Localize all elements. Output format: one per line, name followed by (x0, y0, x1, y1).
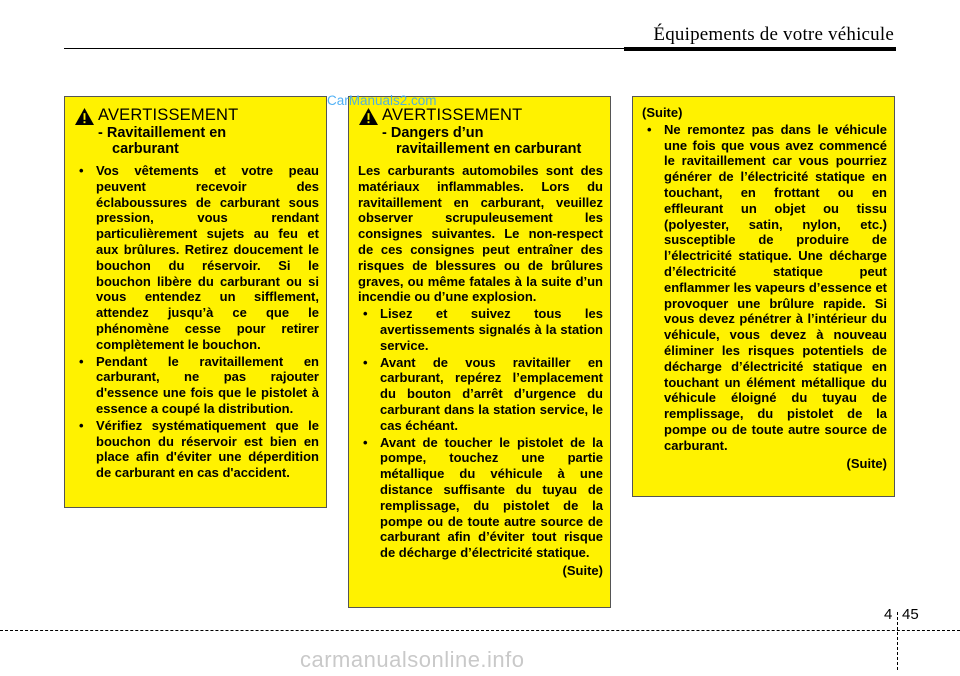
footer-separator (897, 612, 898, 670)
warning-subtitle (382, 125, 603, 157)
footer-watermark[interactable]: carmanualsonline.info (300, 647, 525, 672)
warning-subtitle (98, 125, 319, 157)
header-rule (64, 48, 624, 49)
list-item: • Vos vêtements et votre peau peuvent recevoir des éclaboussures de carburant sous pression, vous rendant particulièrement sujets au feu et aux brûlures. Retirez doucement le bouchon du réservoir. Si le bouchon libère du carburant ou si vous entendez un sifflement, attendez jusqu’à ce que le phénomène cesse pour retirer complètement le bouchon. (74, 163, 319, 353)
warning-word: AVERTISSEMENT (98, 106, 239, 124)
warning-box-refueling-dangers (348, 96, 611, 608)
warning-heading (358, 106, 603, 157)
header-rule-accent (624, 47, 896, 51)
footer-rule (0, 630, 960, 631)
list-item: • Ne remontez pas dans le véhicule une fois que vous avez commencé le ravitaillement car vous pourriez générer de l’électricité statique en touchant, en frottant ou en effleurant un objet ou tissu (polyester, satin, nylon, etc.) susceptible de produire de l’électricité statique. Une décharge d’électricité statique peut enflammer les vapeurs d’essence et provoquer une brûlure rapide. Si vous devez pénétrer à l’intérieur du véhicule, vous devez à nouveau éliminer les risques potentiels de décharge d’électricité statique en touchant un élément métallique du véhicule éloigné du tuyau de remplissage, du pistolet de la pompe ou de toute autre source de carburant. (642, 122, 887, 454)
chapter-number: 4 (884, 606, 893, 623)
warning-list (74, 163, 319, 481)
warning-subtitle-line: carburant (112, 141, 179, 157)
continued-label: (Suite) (846, 455, 887, 471)
warning-intro-paragraph: Les carburants automobiles sont des matériaux inflammables. Lors du ravitaillement en carburant, veuillez observer scrupuleusement les consignes suivantes. Le non-respect de ces consignes peut entraîner des risques de blessures ou de brûlures graves, ou même fatales à la suite d’un incendie ou d’une explosion. (358, 163, 603, 305)
continued-label: (Suite) (562, 562, 603, 578)
list-item: • Vérifiez systématiquement que le bouchon du réservoir est bien en place afin d'éviter une déperdition de carburant en cas d'accident. (74, 418, 319, 481)
list-item: • Lisez et suivez tous les avertissements signalés à la station service. (358, 306, 603, 353)
warning-heading (74, 106, 319, 157)
warning-list (642, 122, 887, 454)
list-item: • Avant de toucher le pistolet de la pompe, touchez une partie métallique du véhicule à une distance suffisante du tuyau de remplissage, du pistolet de la pompe ou de toute autre source de carburant afin d’éviter tout risque de décharge d’électricité statique. (358, 435, 603, 561)
watermark-link[interactable]: CarManuals2.com (327, 93, 437, 108)
warning-subtitle-line: - Dangers d’un (382, 125, 484, 141)
warning-box-continued (632, 96, 895, 497)
warning-word: AVERTISSEMENT (382, 106, 523, 124)
list-item: • Pendant le ravitaillement en carburant, ne pas rajouter d'essence une fois que le pistolet à essence a coupé la distribution. (74, 354, 319, 417)
warning-triangle-icon (358, 107, 379, 126)
warning-subtitle-line: ravitaillement en carburant (396, 141, 582, 157)
continued-label: (Suite) (642, 105, 683, 120)
page-header-title: Équipements de votre véhicule (653, 24, 894, 45)
page-number: 45 (902, 606, 919, 623)
list-item: • Avant de vous ravitailler en carburant, repérez l’emplacement du bouton d’arrêt d’urgence du carburant dans la station service, le cas échéant. (358, 355, 603, 434)
warning-list (358, 306, 603, 561)
warning-triangle-icon (74, 107, 95, 126)
warning-subtitle-line: - Ravitaillement en (98, 125, 227, 141)
warning-box-refueling (64, 96, 327, 508)
